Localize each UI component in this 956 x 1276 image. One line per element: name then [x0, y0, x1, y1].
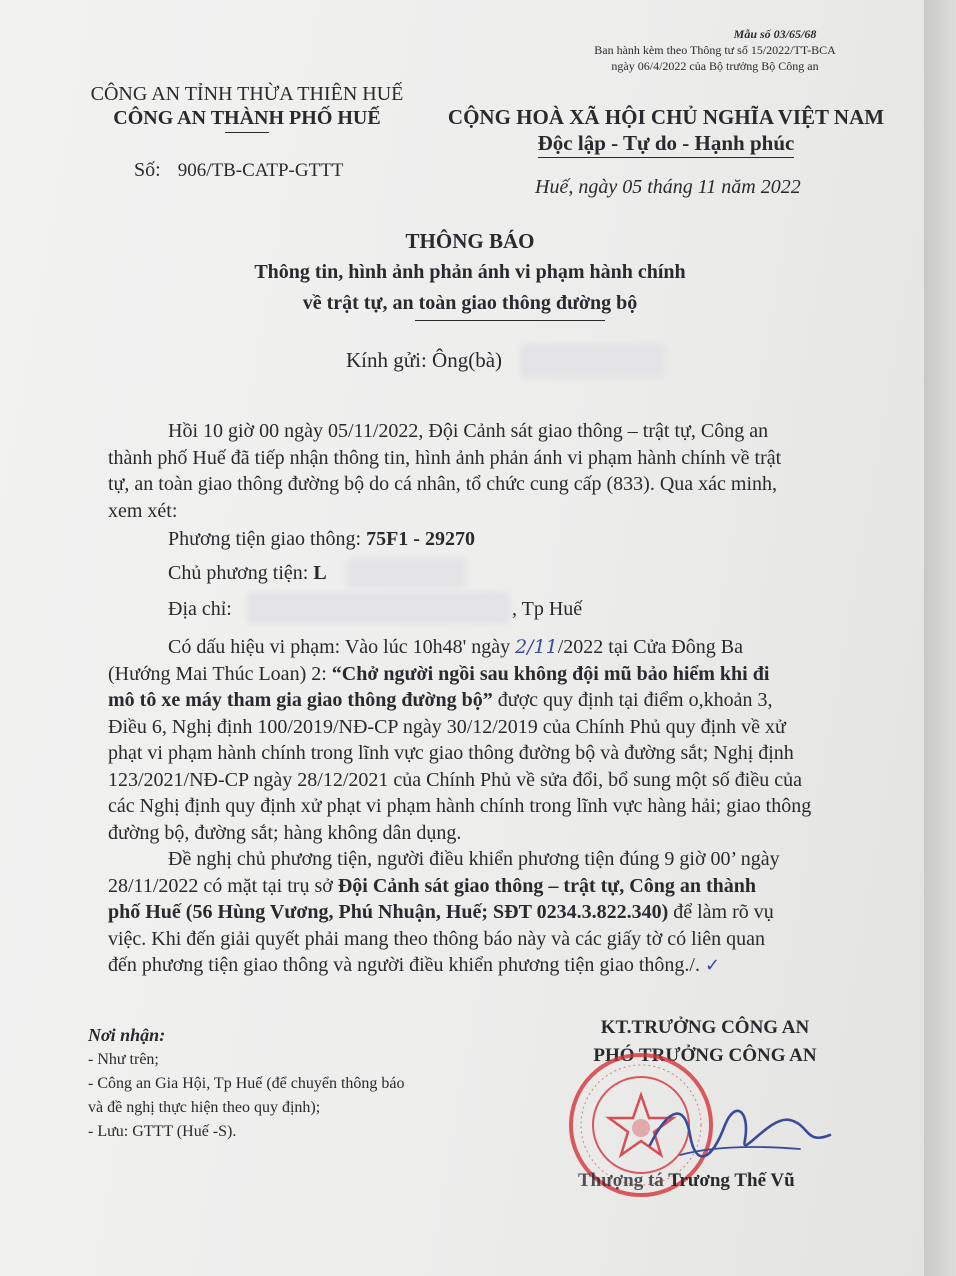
notice-title [160, 226, 780, 319]
violation-behavior: “Chở người ngồi sau không đội mũ bảo hiểm khi đi [331, 662, 770, 685]
salutation [346, 348, 502, 373]
handwritten-tick: ✓ [704, 955, 721, 976]
recipient-item: và đề nghị thực hiện theo quy định); [88, 1099, 321, 1116]
owner-value: L [313, 562, 327, 584]
redacted-recipient-name [524, 348, 662, 374]
salutation-text: Kính gửi: Ông(bà) [346, 348, 503, 372]
recipients-heading: Nơi nhận: [88, 1025, 166, 1045]
violation-behavior: mô tô xe máy tham gia giao thông đường bộ” [108, 689, 493, 711]
address-label: Địa chỉ: [168, 598, 232, 620]
recipients-block [88, 1022, 405, 1144]
underlying-page-edge [924, 0, 956, 1276]
violation-text: /2022 tại Cửa Đông Ba [557, 636, 744, 658]
recipient-item: - Như trên; [88, 1051, 159, 1068]
paragraph-line: các Nghị định quy định xử phạt vi phạm hành chính trong lĩnh vực hàng hải; giao thông [108, 795, 812, 817]
violation-text: được quy định tại điểm o,khoản 3, [497, 689, 773, 711]
signatory [578, 1170, 795, 1192]
notice-title-main: THÔNG BÁO [405, 229, 535, 253]
signature-line-1: KT.TRƯỞNG CÔNG AN [600, 1017, 810, 1038]
violation-text: Có dấu hiệu vi phạm: Vào lúc 10h48' ngày [168, 636, 511, 658]
request-line-2 [108, 873, 878, 900]
form-number: Mẫu số 03/65/68 [733, 27, 817, 41]
request-text: để làm rõ vụ [673, 901, 774, 923]
nation-name: CỘNG HOÀ XÃ HỘI CHỦ NGHĨA VIỆT NAM [447, 105, 885, 129]
nation-motto-text: Độc lập - Tự do - Hạnh phúc [537, 131, 795, 155]
redacted-owner-name [350, 562, 462, 584]
paragraph-line: đường bộ, đường sắt; hàng không dân dụng. [108, 821, 462, 844]
nation-motto [538, 130, 795, 156]
agency-block [62, 82, 432, 130]
handwritten-date: 2/11 [515, 636, 558, 658]
paragraph-line: Hồi 10 giờ 00 ngày 05/11/2022, Đội Cảnh sát giao thông – trật tự, Công an [168, 420, 769, 442]
place-date: Huế, ngày 05 tháng 11 năm 2022 [535, 176, 801, 198]
signatory-name: Trương Thế Vũ [668, 1170, 795, 1191]
title-underline [415, 320, 605, 322]
doc-number [134, 158, 343, 183]
request-line-5 [108, 952, 878, 980]
violation-line-3 [108, 687, 878, 714]
violation-line-1 [108, 634, 878, 661]
request-office: phố Huế (56 Hùng Vương, Phú Nhuận, Huế; SĐT 0234.3.822.340) [108, 901, 669, 923]
form-meta [560, 26, 870, 74]
recipient-item: - Công an Gia Hội, Tp Huế (để chuyển thông báo [88, 1075, 405, 1092]
request-text: 28/11/2022 có mặt tại trụ sở [108, 874, 333, 897]
owner-line [168, 560, 327, 587]
paragraph-line: Đề nghị chủ phương tiện, người điều khiển phương tiện đúng 9 giờ 00’ ngày [168, 848, 780, 870]
nation-block [446, 104, 886, 156]
notice-title-line1: Thông tin, hình ảnh phản ánh vi phạm hành chính [254, 261, 686, 283]
notice-title-line2 [303, 288, 638, 319]
agency-parent: CÔNG AN TỈNH THỪA THIÊN HUẾ [90, 83, 404, 105]
owner-label: Chủ phương tiện: [168, 562, 309, 584]
paragraph-line: phạt vi phạm hành chính trong lĩnh vực giao thông đường bộ và đường sắt; Nghị định [108, 742, 794, 764]
paragraph-line: xem xét: [108, 499, 178, 522]
vehicle-line [168, 526, 475, 553]
paragraph-line: 123/2021/NĐ-CP ngày 28/12/2021 của Chính Phủ về sửa đổi, bổ sung một số điều của [108, 768, 802, 791]
violation-line-2 [108, 661, 878, 688]
notice-title-line2-text: về trật tự, an toàn giao thông đường bộ [302, 292, 638, 314]
form-issued-date: ngày 06/4/2022 của Bộ trưởng Bộ Công an [611, 59, 819, 73]
address-line [168, 596, 232, 623]
violation-text: (Hướng Mai Thúc Loan) 2: [108, 662, 327, 685]
doc-number-value: 906/TB-CATP-GTTT [177, 160, 344, 181]
paragraph-line: thành phố Huế đã tiếp nhận thông tin, hình ảnh phản ánh vi phạm hành chính về trật [108, 446, 782, 469]
signatory-rank: Thượng tá [578, 1170, 664, 1191]
agency-name [113, 106, 380, 130]
agency-underline [225, 132, 268, 134]
request-office: Đội Cảnh sát giao thông – trật tự, Công an thành [337, 874, 756, 897]
vehicle-label: Phương tiện giao thông: [168, 528, 362, 550]
paragraph-line: tự, an toàn giao thông đường bộ do cá nhân, tổ chức cung cấp (833). Qua xác minh, [108, 473, 778, 495]
motto-underline [538, 157, 795, 159]
doc-number-label: Số: [134, 159, 161, 181]
handwritten-signature-icon [640, 1085, 840, 1175]
paragraph-receipt [108, 418, 868, 524]
request-text: đến phương tiện giao thông và người điều khiển phương tiện giao thông./. [108, 954, 700, 976]
agency-name-text: CÔNG AN THÀNH PHỐ HUẾ [113, 107, 381, 129]
recipient-item: - Lưu: GTTT (Huế -S). [88, 1123, 237, 1140]
vehicle-plate: 75F1 - 29270 [366, 528, 475, 550]
redacted-address [250, 596, 506, 620]
paragraph-line: Điều 6, Nghị định 100/2019/NĐ-CP ngày 30/12/2019 của Chính Phủ quy định về xử [108, 715, 786, 738]
paragraph-request [108, 846, 878, 980]
address-city: , Tp Huế [512, 598, 583, 620]
form-issued-with: Ban hành kèm theo Thông tư số 15/2022/TT-BCA [594, 43, 836, 57]
paragraph-violation [108, 634, 878, 846]
paragraph-line: việc. Khi đến giải quyết phải mang theo thông báo này và các giấy tờ có liên quan [108, 927, 766, 950]
signature-line-2: PHÓ TRƯỞNG CÔNG AN [593, 1045, 817, 1066]
request-line-3 [108, 899, 878, 926]
